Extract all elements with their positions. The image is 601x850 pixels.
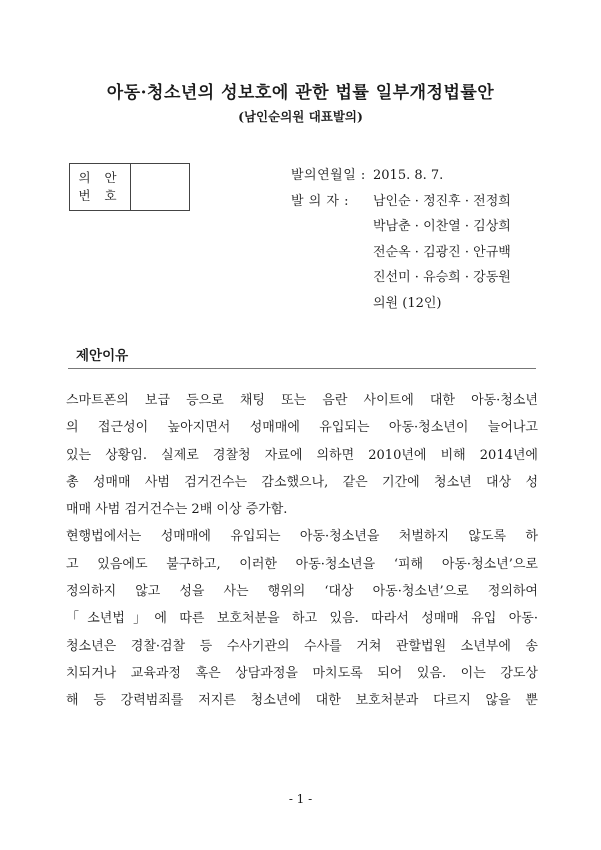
proposal-date-value: 2015. 8. 7. [373, 168, 444, 183]
text-line: 스마트폰의 보급 등으로 채팅 또는 음란 사이트에 대한 아동·청소년 [66, 393, 538, 408]
page-number: - 1 - [288, 792, 313, 806]
text-line: 「소년법」에 따른 보호처분을 하고 있음. 따라서 성매매 유입 아동· [66, 611, 538, 627]
proposal-date-row [291, 163, 511, 189]
text-line: 매매 사범 검거건수는 2배 이상 증가함. [66, 502, 288, 518]
document-subtitle: (남인순의원 대표발의) [238, 109, 363, 124]
section-divider [68, 368, 536, 369]
bill-number-label-line2: 번 호 [78, 188, 122, 203]
text-line: 고 있음에도 불구하고, 이러한 아동·청소년을 ‘피해 아동·청소년’으로 [66, 556, 538, 572]
text-line: 있는 상황임. 실제로 경찰청 자료에 의하면 2010년에 비해 2014년에 [66, 447, 538, 463]
document-title: 아동·청소년의 성보호에 관한 법률 일부개정법률안 [106, 83, 495, 103]
text-line: 해 등 강력범죄를 저지른 청소년에 대한 보호처분과 다르지 않을 뿐 [66, 693, 538, 709]
text-line: 정의하지 않고 성을 사는 행위의 ‘대상 아동·청소년’으로 정의하여 [66, 584, 538, 600]
bill-number-value [131, 164, 189, 210]
proposers-line: 남인순 · 정진후 · 전정희 [373, 193, 511, 209]
text-line: 총 성매매 사범 검거건수는 감소했으나, 같은 기간에 청소년 대상 성 [66, 474, 538, 490]
proposers-label: 발 의 자 : [291, 193, 349, 209]
text-line: 현행법에서는 성매매에 유입되는 아동·청소년을 처벌하지 않도록 하 [66, 529, 538, 545]
text-line: 청소년은 경찰·검찰 등 수사기관의 수사를 거쳐 관할법원 소년부에 송 [66, 638, 538, 654]
bill-number-label [70, 164, 131, 210]
proposers-row [291, 189, 511, 215]
text-line: 의 접근성이 높아지면서 성매매에 유입되는 아동·청소년이 늘어나고 [66, 420, 538, 436]
proposers-line: 진선미 · 유승희 · 강동원 [373, 270, 511, 285]
bill-number-label-line1: 의 안 [78, 170, 122, 185]
proposers-count: 의원 (12인) [373, 295, 442, 311]
bill-number-box [69, 163, 190, 211]
proposers-line: 박남춘 · 이찬열 · 김상희 [373, 219, 511, 234]
proposal-date-label: 발의연월일 : [291, 168, 366, 183]
proposers-line: 전순옥 · 김광진 · 안규백 [373, 244, 511, 260]
bill-metadata [291, 163, 511, 316]
text-line: 치되거나 교육과정 혹은 상담과정을 마치도록 되어 있음. 이는 강도상 [66, 665, 538, 681]
proposal-reason-text [66, 387, 538, 715]
section-heading: 제안이유 [76, 348, 129, 364]
